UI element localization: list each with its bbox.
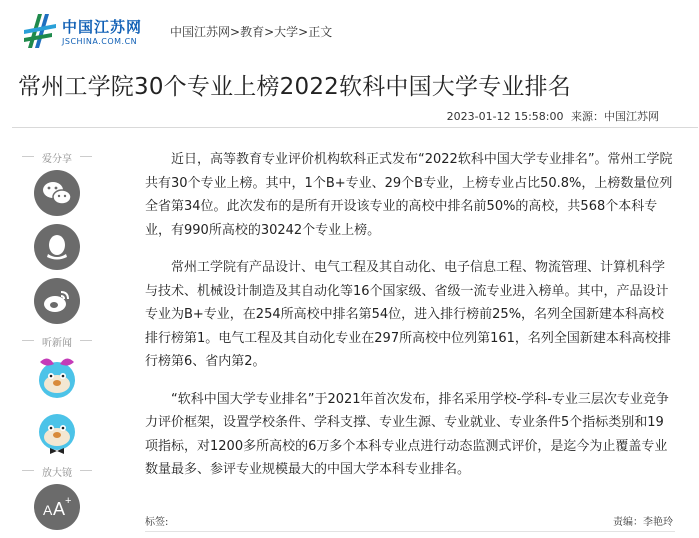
- weibo-icon: [34, 278, 80, 324]
- article-paragraph: 近日，高等教育专业评价机构软科正式发布“2022软科中国大学专业排名”。常州工学院共有30个专业上榜。其中，1个B+专业、29个B专业，上榜专业占比50.8%，上榜数量位列全省第34位。此次发布的是所有开设该专业的高校中排名前50%的高校，共568个本科专业，有990所高校的30242个专业上榜。: [145, 152, 673, 238]
- breadcrumb-separator: >: [298, 25, 309, 39]
- article-meta: [447, 108, 659, 124]
- svg-text:+: +: [65, 495, 72, 507]
- qq-share-button[interactable]: [34, 224, 80, 270]
- footer-divider: [145, 531, 675, 532]
- site-header: [0, 0, 699, 60]
- article-body: [145, 148, 673, 496]
- font-enlarge-icon: [34, 484, 80, 530]
- svg-text:A: A: [53, 499, 66, 519]
- breadcrumb-university[interactable]: 大学: [274, 25, 299, 39]
- breadcrumb-separator: >: [230, 25, 241, 39]
- title-divider: [12, 127, 698, 128]
- mascot-girl-icon: [34, 352, 80, 402]
- article-paragraph: “软科中国大学专业排名”于2021年首次发布，排名采用学校-学科-专业三层次专业竞争力评价框架，设置学校条件、学科支撑、专业生源、专业就业、专业条件5个指标类别和19项指标，对1200多所高校的6万多个本科专业点进行动态监测式评价，是迄今为止覆盖专业数量最多、参评专业规模最大的中国大学本科专业排名。: [145, 391, 669, 477]
- tags-label: 标签:: [145, 517, 169, 528]
- breadcrumb-separator: >: [264, 25, 275, 39]
- editor-info: [613, 513, 673, 528]
- breadcrumb-education[interactable]: 教育: [240, 25, 265, 39]
- breadcrumb-current: 正文: [308, 25, 333, 39]
- wechat-share-button[interactable]: [34, 170, 80, 216]
- logo-domain: JSCHINA.COM.CN: [62, 37, 138, 46]
- qq-icon: [34, 224, 80, 270]
- logo-text: 中国江苏网: [62, 18, 143, 36]
- zoom-label: 放大镜: [22, 464, 92, 479]
- share-label: 爱分享: [22, 150, 92, 165]
- mascot-boy-icon: [34, 406, 80, 456]
- logo-mark-icon: [22, 10, 58, 52]
- listen-male-voice-button[interactable]: [34, 406, 80, 456]
- article-paragraph: 常州工学院有产品设计、电气工程及其自动化、电子信息工程、物流管理、计算机科学与技术、机械设计制造及其自动化等16个国家级、省级一流专业进入榜单。其中，产品设计专业为B+专业，在254所高校中排名第54位，进入排行榜前25%，名列全国新建本科高校排行榜第1。电气工程及其自动化专业在297所高校中位列第161，名列全国新建本科高校排行榜第6、省内第2。: [145, 260, 671, 369]
- listen-label: 听新闻: [22, 334, 92, 349]
- source-name[interactable]: 中国江苏网: [604, 110, 659, 123]
- editor-label: 责编：: [613, 517, 643, 528]
- page-title: 常州工学院30个专业上榜2022软科中国大学专业排名: [18, 74, 571, 100]
- editor-name: 李艳玲: [643, 517, 673, 528]
- publish-datetime: 2023-01-12 15:58:00: [446, 110, 564, 123]
- wechat-icon: [34, 170, 80, 216]
- zoom-text-button[interactable]: [34, 484, 80, 530]
- listen-female-voice-button[interactable]: [34, 352, 80, 402]
- article-footer: [145, 513, 673, 528]
- source-label: 来源：: [571, 110, 604, 123]
- breadcrumb-home[interactable]: 中国江苏网: [170, 25, 231, 39]
- breadcrumb: [170, 23, 332, 40]
- weibo-share-button[interactable]: [34, 278, 80, 324]
- site-logo[interactable]: [22, 10, 152, 52]
- svg-text:A: A: [43, 502, 53, 518]
